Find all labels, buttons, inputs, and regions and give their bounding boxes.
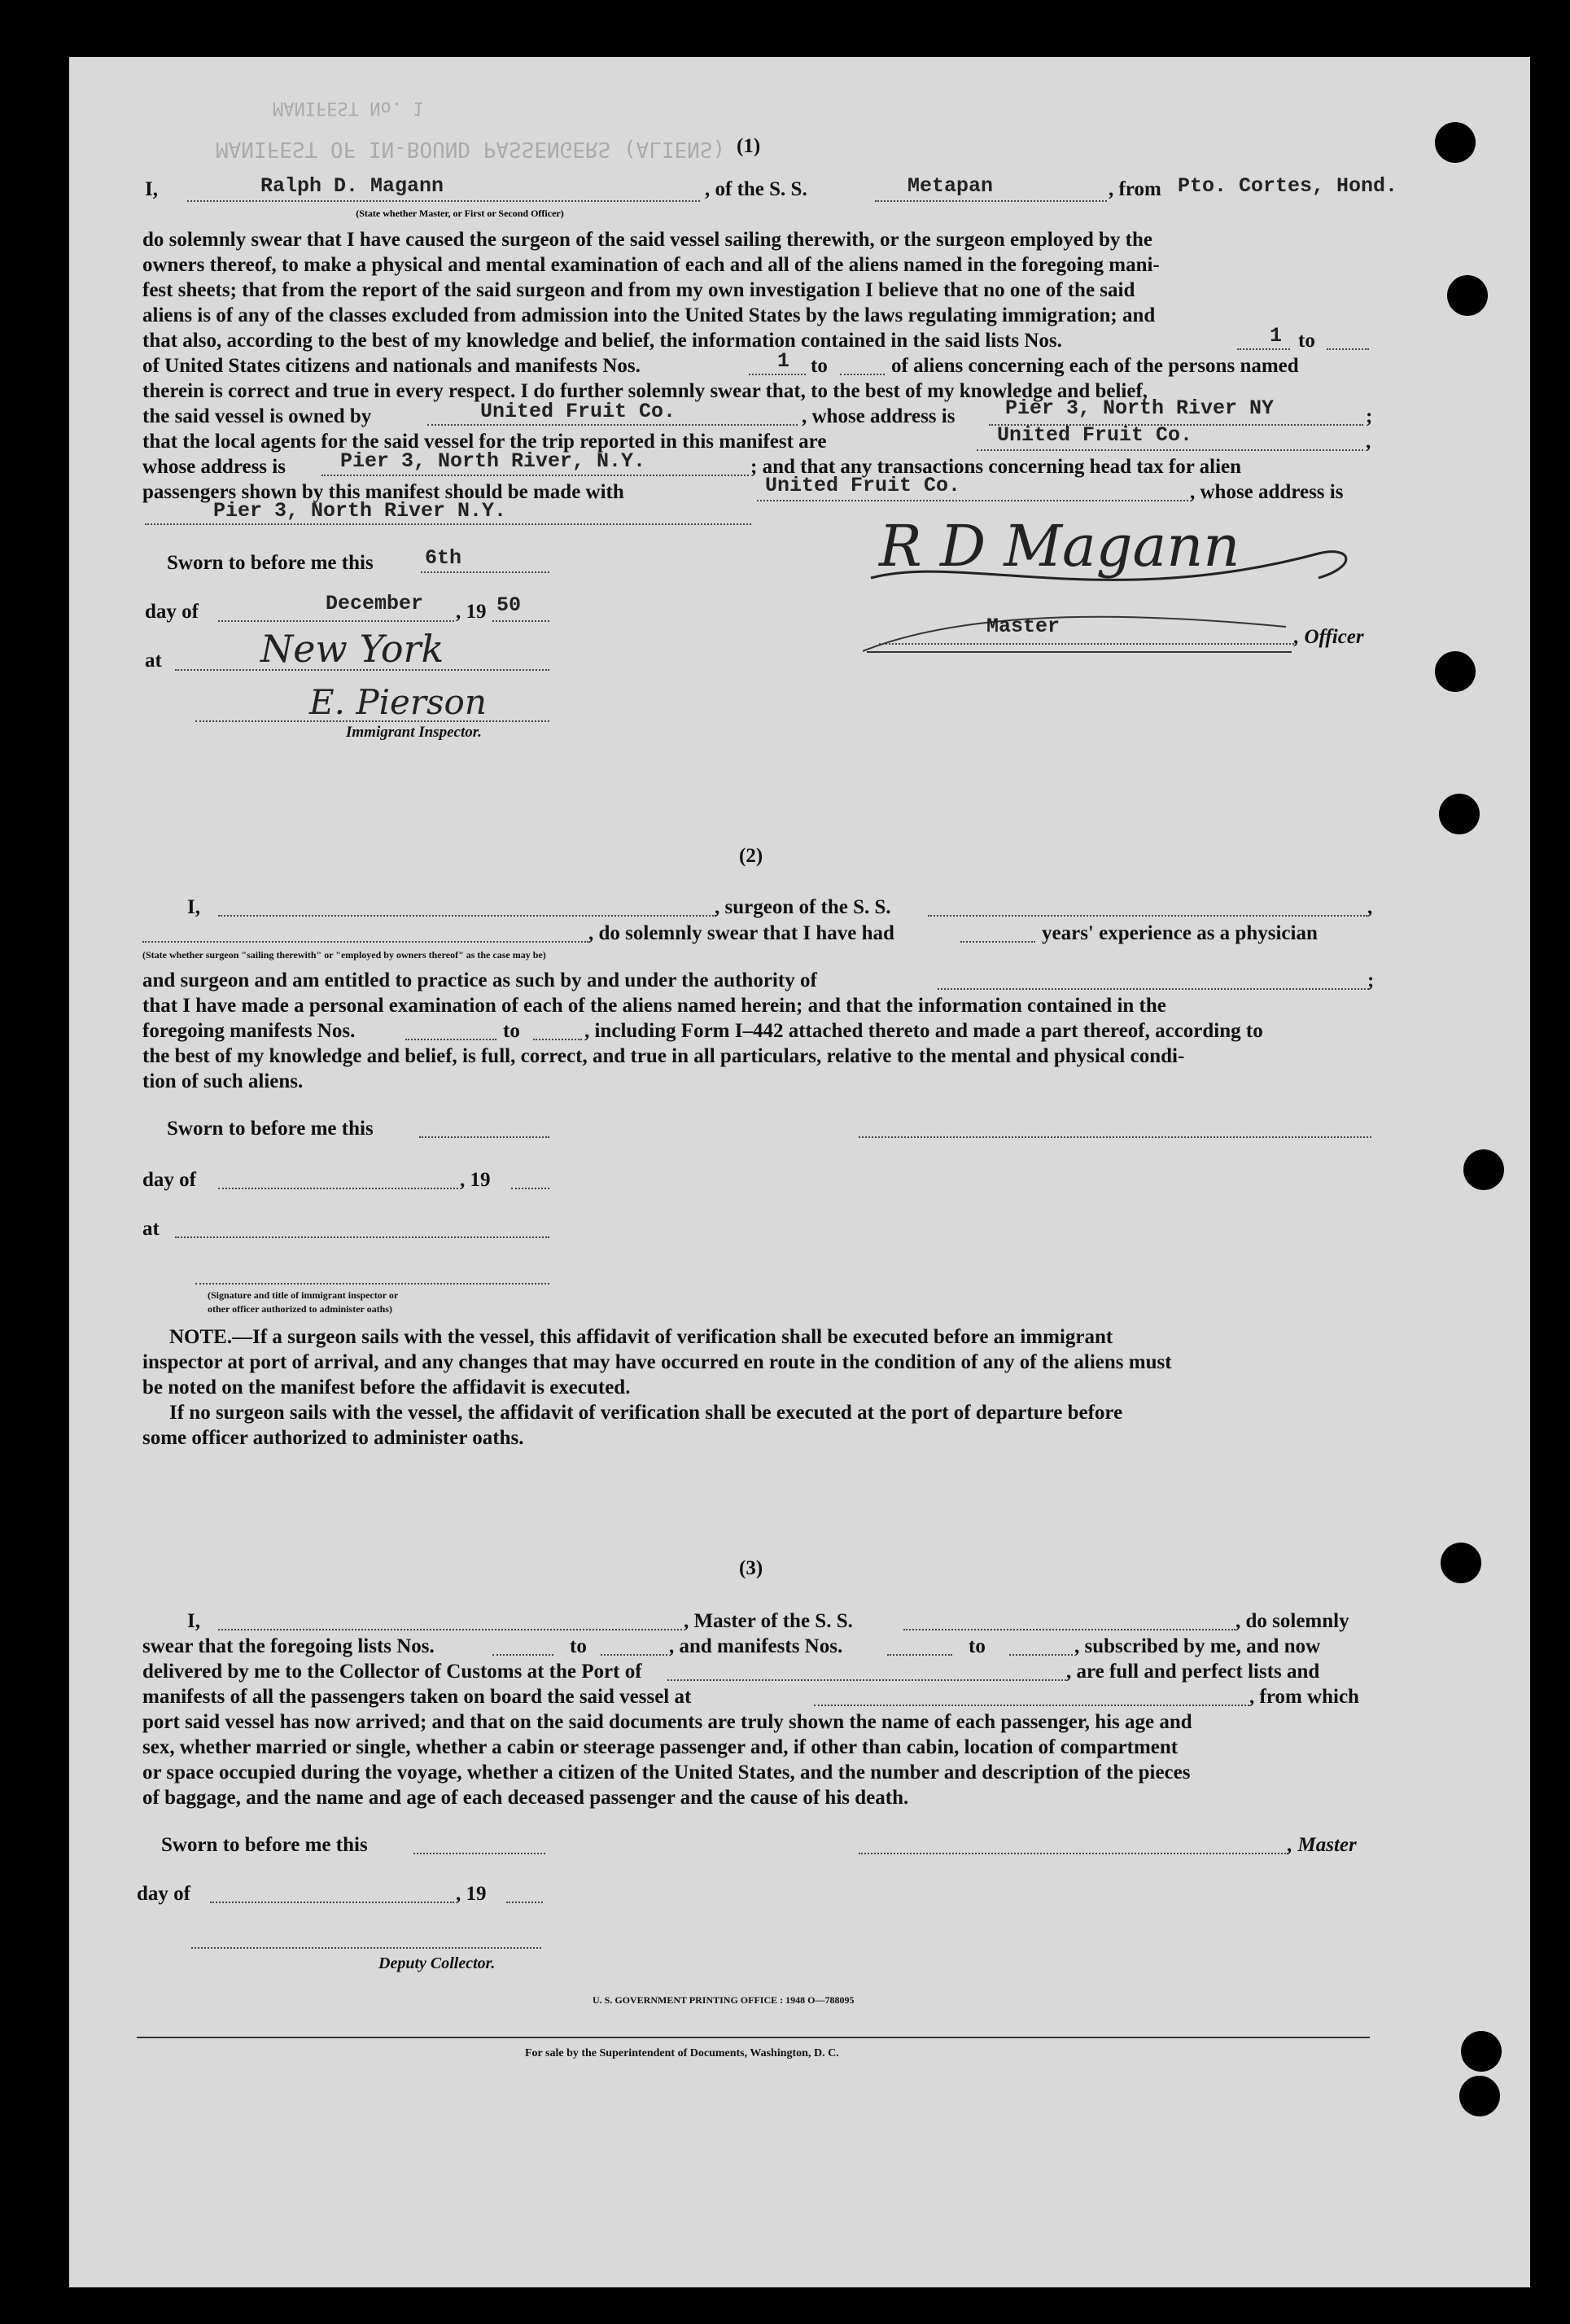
section-1-semicolon: ;	[1366, 405, 1373, 427]
section-3-master-label: , Master	[1288, 1834, 1357, 1856]
punch-hole	[1463, 1149, 1504, 1190]
section-3-line-2b: , and manifests Nos.	[669, 1635, 843, 1657]
note-line-3: be noted on the manifest before the affidavit is executed.	[142, 1376, 631, 1398]
section-3-line-4b: , from which	[1249, 1686, 1359, 1708]
section-1-line-8a: the said vessel is owned by	[142, 405, 372, 427]
section-1-sworn: Sworn to before me this	[167, 552, 374, 574]
punch-hole	[1447, 275, 1488, 316]
section-3-manifest-to-line	[1009, 1654, 1073, 1656]
section-3-line-5: port said vessel has now arrived; and that on the said documents are truly shown the name of each passenger, his age and	[142, 1711, 1192, 1733]
headtax-party-value: United Fruit Co.	[765, 474, 961, 497]
section-3-day-of: day of	[137, 1883, 190, 1905]
master-signature-flourish	[863, 521, 1367, 667]
surgeon-vessel-line	[928, 915, 1367, 917]
lists-from-value: 1	[1270, 324, 1283, 348]
section-1-line-6a: of United States citizens and nationals and manifests Nos.	[142, 355, 641, 377]
section-1-line-11a: passengers shown by this manifest should be made with	[142, 481, 624, 503]
section-2-official-line	[195, 1283, 549, 1285]
section-3-master-name-line	[218, 1629, 682, 1630]
owner-address-value: Pier 3, North River NY	[1005, 396, 1275, 420]
section-3-to-2: to	[969, 1635, 986, 1657]
sworn-place-signature: New York	[260, 627, 444, 671]
headtax-party-line	[757, 500, 1188, 501]
master-signature: R D Magann	[879, 513, 1240, 580]
master-name-line	[187, 200, 700, 202]
section-3-sworn: Sworn to before me this	[161, 1834, 368, 1856]
section-2-place-line	[175, 1236, 549, 1238]
section-1-line-7: therein is correct and true in every respect. I do further solemnly swear that, to the best of my knowledge and belief,	[142, 380, 1148, 402]
master-name-value: Ralph D. Magann	[260, 174, 444, 198]
section-2-line-6: the best of my knowledge and belief, is full, correct, and true in all particulars, relative to the mental and physical condi-	[142, 1045, 1185, 1067]
section-2-to: to	[503, 1020, 520, 1042]
bleedthrough-manifest-no: MANIFEST No. 1	[273, 98, 424, 118]
section-2-day-line	[218, 1188, 458, 1189]
section-3-line-2a: swear that the foregoing lists Nos.	[142, 1635, 435, 1657]
section-1-line-9a: that the local agents for the said vessel for the trip reported in this manifest are	[142, 431, 827, 453]
customs-port-line	[667, 1679, 1066, 1681]
official-note-2: other officer authorized to administer oaths)	[208, 1303, 392, 1315]
section-2-sworn: Sworn to before me this	[167, 1118, 374, 1140]
headtax-address-line	[145, 523, 751, 525]
section-3-year-line	[506, 1902, 543, 1903]
surgeon-signature-line	[859, 1136, 1371, 1138]
section-1-to: to	[1298, 330, 1315, 352]
section-3-master-signature-line	[859, 1853, 1288, 1854]
inspector-title: Immigrant Inspector.	[346, 724, 482, 741]
section-1-line-11b: , whose address is	[1190, 481, 1344, 503]
section-2-year-line	[511, 1188, 549, 1189]
section-2-line-7: tion of such aliens.	[142, 1070, 304, 1092]
section-3-to: to	[570, 1635, 587, 1657]
section-1-line-2: owners thereof, to make a physical and mental examination of each and all of the aliens named in the foregoing mani-	[142, 254, 1160, 276]
section-3-lists-from-line	[492, 1654, 553, 1656]
agents-value: United Fruit Co.	[997, 423, 1193, 447]
section-3-vessel-line	[903, 1629, 1235, 1630]
note-line-4: If no surgeon sails with the vessel, the affidavit of verification shall be executed at the port of departure before	[169, 1402, 1123, 1424]
section-2-line-4: that I have made a personal examination of each of the aliens named herein; and that the information contained in the	[142, 995, 1166, 1017]
owner-value: United Fruit Co.	[480, 400, 676, 423]
punch-hole	[1441, 1543, 1481, 1583]
section-3-line-7: or space occupied during the voyage, whether a citizen of the United States, and the number and description of the pieces	[142, 1762, 1191, 1783]
authority-line	[938, 988, 1369, 990]
year-value: 50	[496, 593, 522, 617]
section-3-line-3a: delivered by me to the Collector of Customs at the Port of	[142, 1661, 642, 1683]
officer-label: , Officer	[1294, 626, 1364, 648]
section-1-to-2: to	[811, 355, 828, 377]
section-1-line-5: that also, according to the best of my knowledge and belief, the information contained in the said lists Nos.	[142, 330, 1062, 352]
section-1-year: , 19	[456, 601, 487, 623]
agents-address-value: Pier 3, North River, N.Y.	[340, 449, 646, 473]
note-line-2: inspector at port of arrival, and any changes that may have occurred en route in the condition of any of the aliens must	[142, 1351, 1172, 1373]
section-2-at: at	[142, 1218, 160, 1240]
section-3-line-8: of baggage, and the name and age of each deceased passenger and the cause of his death.	[142, 1787, 909, 1809]
year-line	[492, 620, 549, 622]
punch-hole	[1459, 2076, 1500, 2116]
sworn-day-value: 6th	[425, 546, 462, 570]
bleedthrough-heading: MANIFEST OF IN-BOUND PASSENGERS (ALIENS)	[216, 137, 726, 161]
master-signature-line	[867, 651, 1292, 653]
section-2-day-of: day of	[142, 1169, 196, 1191]
section-1-day-of: day of	[145, 601, 199, 623]
section-3-line-3b: , are full and perfect lists and	[1066, 1661, 1320, 1683]
agents-line	[977, 449, 1363, 451]
section-2-line-5a: foregoing manifests Nos.	[142, 1020, 356, 1042]
section-1-line-3: fest sheets; that from the report of the said surgeon and from my own investigation I believe that no one of the said	[142, 279, 1135, 301]
section-1-number: (1)	[737, 135, 761, 157]
punch-hole	[1439, 794, 1480, 834]
lists-to-line	[1327, 348, 1369, 350]
section-1-from: , from	[1109, 178, 1161, 200]
years-experience-line	[960, 941, 1035, 943]
sworn-month-value: December	[326, 592, 424, 615]
vessel-name-value: Metapan	[907, 174, 994, 198]
manifest-to-line	[840, 374, 885, 375]
official-note-1: (Signature and title of immigrant inspector or	[208, 1289, 399, 1301]
surgeon-name-line	[218, 915, 716, 917]
headtax-address-value: Pier 3, North River N.Y.	[213, 499, 507, 523]
section-3-sworn-line	[413, 1853, 545, 1854]
vessel-name-line	[875, 200, 1107, 202]
section-2-year: , 19	[460, 1169, 491, 1191]
section-1-line-10b: ; and that any transactions concerning head tax for alien	[750, 456, 1242, 478]
section-1-line-6b: of aliens concerning each of the persons named	[891, 355, 1299, 377]
section-2-sworn-line	[419, 1136, 549, 1138]
section-1-line-1: do solemnly swear that I have caused the surgeon of the said vessel sailing therewith, or the surgeon employed by the	[142, 229, 1152, 251]
sworn-month-line	[218, 620, 454, 622]
surgeon-manifest-to-line	[533, 1039, 582, 1040]
punch-hole	[1461, 2031, 1502, 2072]
sworn-day-line	[421, 571, 549, 573]
from-port-value: Pto. Cortes, Hond.	[1178, 174, 1398, 198]
footer-rule	[137, 2037, 1370, 2038]
note-line-1: NOTE.—If a surgeon sails with the vessel, this affidavit of verification shall be executed before an immigrant	[169, 1326, 1113, 1348]
gpo-imprint: U. S. GOVERNMENT PRINTING OFFICE : 1948 O—788095	[593, 1994, 855, 2006]
owner-line	[427, 424, 798, 426]
section-1-line-8b: , whose address is	[802, 405, 956, 427]
section-1-comma: ,	[1366, 431, 1371, 453]
punch-hole	[1435, 651, 1476, 692]
section-2-years: years' experience as a physician	[1042, 922, 1318, 944]
manifest-from-line	[749, 374, 806, 375]
section-1-of-ss: , of the S. S.	[705, 178, 807, 200]
section-3-day-line	[210, 1902, 454, 1903]
section-3-number: (3)	[739, 1557, 763, 1579]
section-3-lists-to-line	[601, 1654, 667, 1656]
surgeon-manifest-from-line	[405, 1039, 496, 1040]
section-2-semicolon: ;	[1367, 969, 1375, 991]
officer-rank-value: Master	[986, 615, 1061, 638]
punch-hole	[1435, 122, 1476, 163]
agents-address-line	[321, 475, 749, 476]
section-1-at: at	[145, 650, 162, 672]
lists-from-line	[1237, 348, 1290, 350]
state-note: (State whether Master, or First or Second Officer)	[356, 208, 564, 219]
section-3-manifest-from-line	[887, 1654, 952, 1656]
section-3-line-4a: manifests of all the passengers taken on board the said vessel at	[142, 1686, 692, 1708]
inspector-signature: E. Pierson	[309, 682, 487, 722]
section-2-number: (2)	[739, 845, 763, 867]
section-3-line-6: sex, whether married or single, whether a cabin or steerage passenger and, if other than cabin, location of compartment	[142, 1736, 1179, 1758]
section-3-line-2c: , subscribed by me, and now	[1074, 1635, 1321, 1657]
manifest-from-value: 1	[777, 349, 790, 373]
section-2-line-5b: , including Form I–442 attached thereto and made a part thereof, according to	[584, 1020, 1263, 1042]
section-3-year: , 19	[456, 1883, 487, 1905]
section-1-line-10a: whose address is	[142, 456, 286, 478]
note-line-5: some officer authorized to administer oaths.	[142, 1427, 524, 1449]
section-3-i: I,	[187, 1610, 200, 1632]
sale-notice: For sale by the Superintendent of Documents, Washington, D. C.	[525, 2047, 839, 2059]
deputy-collector-label: Deputy Collector.	[378, 1954, 496, 1972]
section-1-line-4: aliens is of any of the classes excluded from admission into the United States by the laws regulating immigration; and	[142, 304, 1156, 326]
section-2-comma: ,	[1367, 896, 1373, 918]
section-3-master-of-ss: , Master of the S. S.	[684, 1610, 853, 1632]
officer-rank-line	[879, 643, 1294, 645]
section-2-line-3: and surgeon and am entitled to practice as such by and under the authority of	[142, 969, 817, 991]
surgeon-state-note: (State whether surgeon "sailing therewith" or "employed by owners thereof" as the case may be)	[142, 949, 546, 961]
deputy-signature-line	[191, 1947, 541, 1949]
section-2-surgeon: , surgeon of the S. S.	[715, 896, 891, 918]
section-1-i: I,	[145, 178, 158, 200]
section-2-swear: , do solemnly swear that I have had	[588, 922, 894, 944]
section-2-i: I,	[187, 896, 200, 918]
section-3-swear: , do solemnly	[1235, 1610, 1349, 1632]
boarding-port-line	[814, 1705, 1249, 1706]
